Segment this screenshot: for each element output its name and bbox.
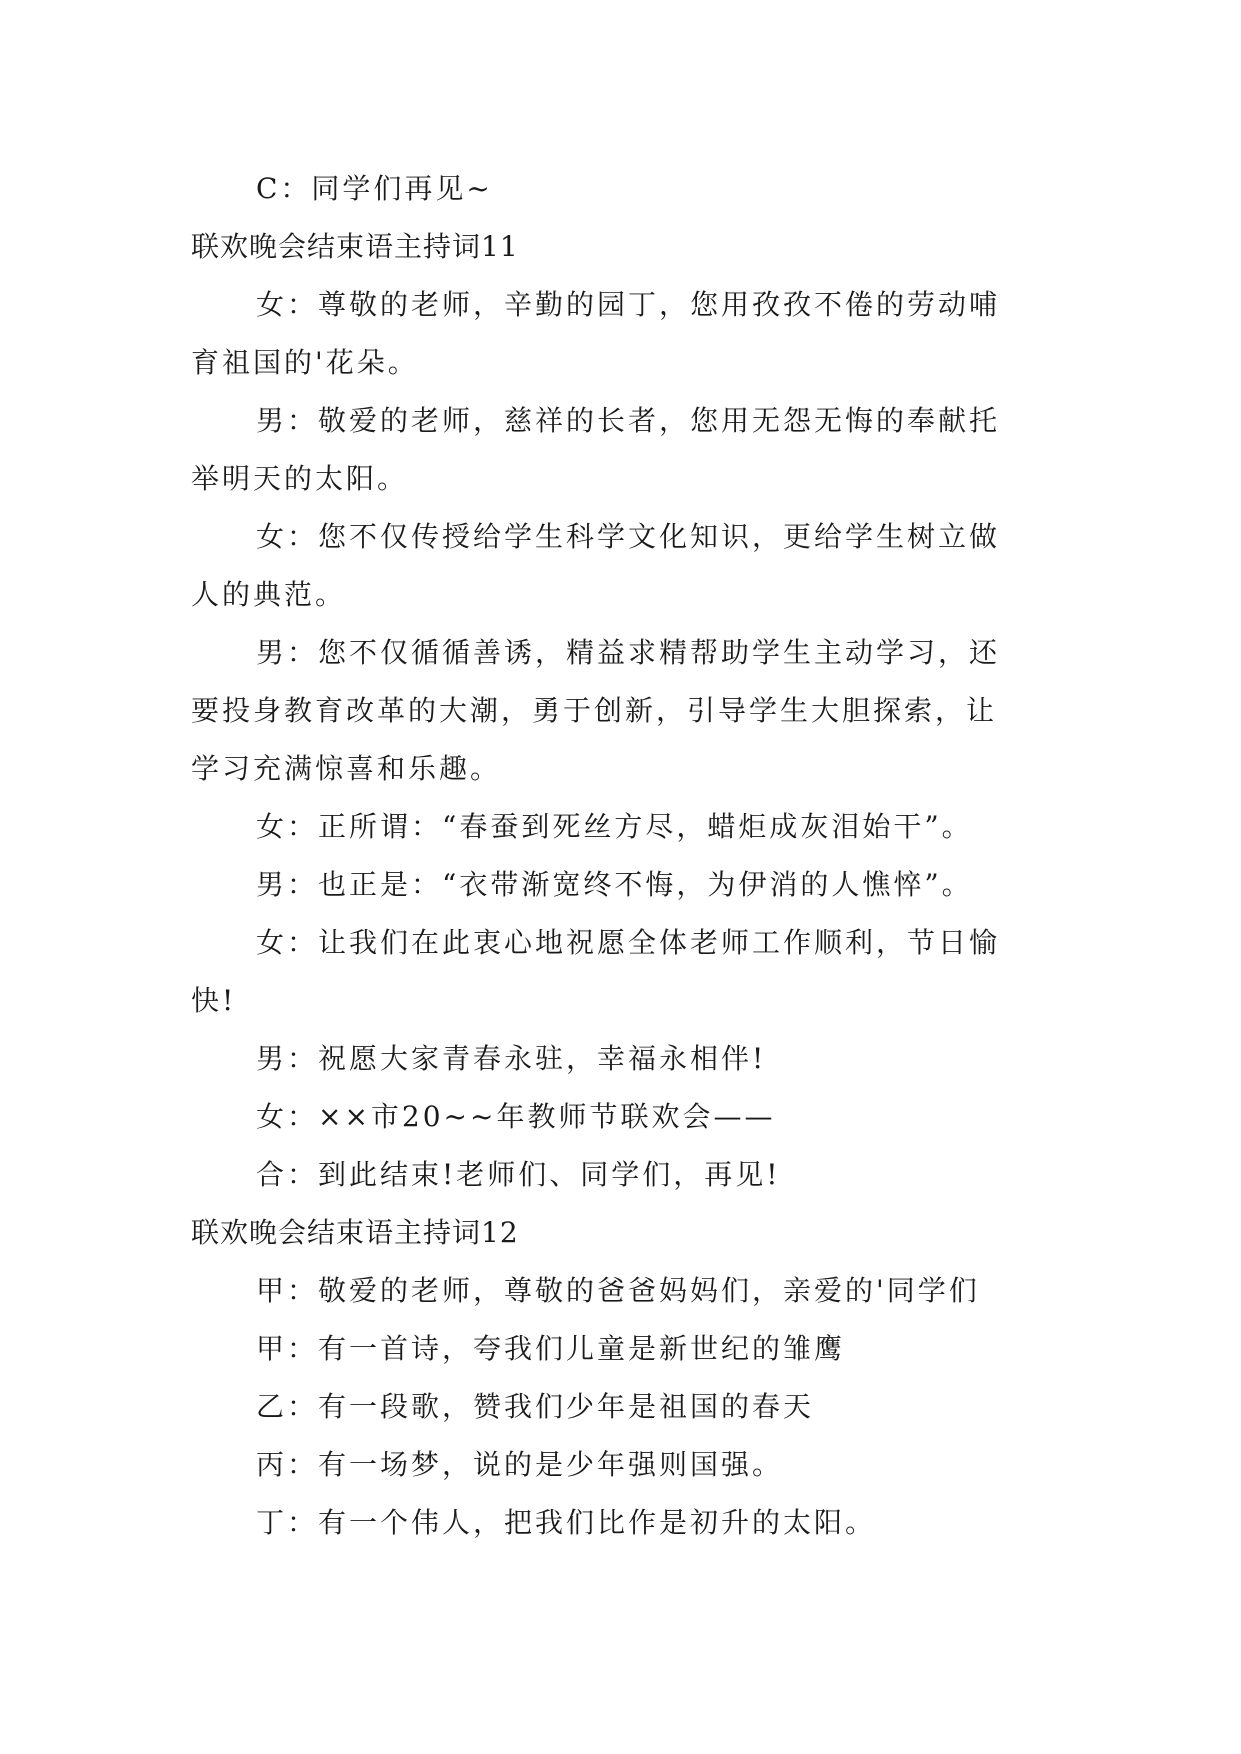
section-heading: 联欢晚会结束语主持词12 [191,1216,519,1249]
paragraph-line: 丙：有一场梦，说的是少年强则国强。 [256,1448,784,1481]
paragraph-line: 女：××市20~~年教师节联欢会—— [256,1100,776,1133]
paragraph-line: 女：尊敬的老师，辛勤的园丁，您用孜孜不倦的劳动哺 [256,288,1001,321]
section-heading: 联欢晚会结束语主持词11 [191,230,519,263]
paragraph-line: 女：让我们在此衷心地祝愿全体老师工作顺利，节日愉 [256,926,1001,959]
paragraph-line: 学习充满惊喜和乐趣。 [191,752,502,785]
paragraph-line: 要投身教育改革的大潮，勇于创新，引导学生大胆探索，让 [191,694,998,727]
paragraph-line: 育祖国的'花朵。 [191,346,419,379]
paragraph-line: 男：祝愿大家青春永驻，幸福永相伴! [256,1042,767,1075]
paragraph-line: 女：正所谓：“春蚕到死丝方尽，蜡炬成灰泪始干”。 [256,810,973,843]
paragraph-line: 快! [191,984,237,1017]
paragraph-line: 男：您不仅循循善诱，精益求精帮助学生主动学习，还 [256,636,1001,669]
document-body [191,160,1061,1552]
paragraph-line: 甲：敬爱的老师，尊敬的爸爸妈妈们，亲爱的'同学们 [256,1274,980,1307]
paragraph-line: 女：您不仅传授给学生科学文化知识，更给学生树立做 [256,520,1001,553]
paragraph-line: C：同学们再见~ [256,172,493,205]
paragraph-line: 合：到此结束!老师们、同学们，再见! [256,1158,781,1191]
paragraph-line: 人的典范。 [191,578,347,611]
paragraph-line: 丁：有一个伟人，把我们比作是初升的太阳。 [256,1506,877,1539]
paragraph-line: 男：敬爱的老师，慈祥的长者，您用无怨无悔的奉献托 [256,404,1001,437]
paragraph-line: 举明天的太阳。 [191,462,409,495]
paragraph-line: 甲：有一首诗，夸我们儿童是新世纪的雏鹰 [256,1332,846,1365]
paragraph-line: 乙：有一段歌，赞我们少年是祖国的春天 [256,1390,815,1423]
paragraph-line: 男：也正是：“衣带渐宽终不悔，为伊消的人憔悴”。 [256,868,973,901]
